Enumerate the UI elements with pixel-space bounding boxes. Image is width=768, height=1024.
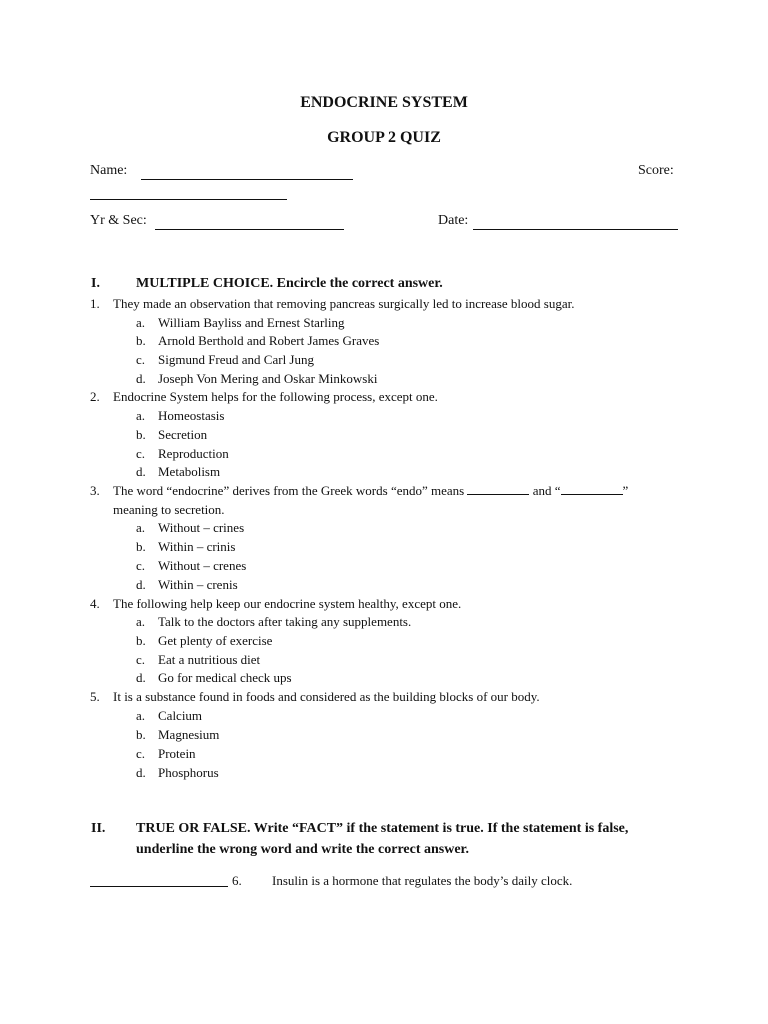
section-2-numeral: II. xyxy=(91,821,106,836)
option-letter[interactable]: a. xyxy=(136,408,146,423)
option-text[interactable]: Get plenty of exercise xyxy=(158,633,273,648)
option-text[interactable]: William Bayliss and Ernest Starling xyxy=(158,315,345,330)
option-letter[interactable]: c. xyxy=(136,352,146,367)
option-text[interactable]: Talk to the doctors after taking any supplements. xyxy=(158,614,412,629)
question-text: Endocrine System helps for the following process, except one. xyxy=(113,389,438,404)
option-text[interactable]: Within – crinis xyxy=(158,539,236,554)
section-1-title: MULTIPLE CHOICE. Encircle the correct answer. xyxy=(136,276,443,291)
option-letter[interactable]: b. xyxy=(136,539,146,554)
question-text-part2: and “ xyxy=(532,483,561,498)
question-text-line2: meaning to secretion. xyxy=(113,502,225,517)
answer-blank[interactable] xyxy=(467,484,529,495)
option-text[interactable]: Calcium xyxy=(158,708,203,723)
section-2-title-line2: underline the wrong word and write the correct answer. xyxy=(136,842,469,857)
option-letter[interactable]: a. xyxy=(136,614,146,629)
option-text[interactable]: Go for medical check ups xyxy=(158,670,292,685)
question-text: It is a substance found in foods and considered as the building blocks of our body. xyxy=(113,689,540,704)
section-2-title-line1: TRUE OR FALSE. Write “FACT” if the statement is true. If the statement is false, xyxy=(136,821,629,836)
option-letter[interactable]: d. xyxy=(136,765,146,780)
option-text[interactable]: Without – crines xyxy=(158,520,245,535)
option-letter[interactable]: a. xyxy=(136,708,146,723)
option-letter[interactable]: b. xyxy=(136,633,146,648)
option-letter[interactable]: b. xyxy=(136,333,146,348)
option-letter[interactable]: a. xyxy=(136,520,146,535)
option-letter[interactable]: d. xyxy=(136,577,146,592)
question-number: 3. xyxy=(90,483,100,498)
score-field[interactable] xyxy=(90,199,287,200)
option-text[interactable]: Magnesium xyxy=(158,727,220,742)
option-text[interactable]: Metabolism xyxy=(158,464,221,479)
option-text[interactable]: Phosphorus xyxy=(158,765,219,780)
question-number: 5. xyxy=(90,689,100,704)
item-text: Insulin is a hormone that regulates the body’s daily clock. xyxy=(272,873,573,888)
section-1-numeral: I. xyxy=(91,276,100,291)
yrsec-label: Yr & Sec: xyxy=(90,213,147,228)
question-number: 4. xyxy=(90,596,100,611)
option-letter[interactable]: b. xyxy=(136,727,146,742)
option-text[interactable]: Protein xyxy=(158,746,196,761)
option-text[interactable]: Eat a nutritious diet xyxy=(158,652,261,667)
option-letter[interactable]: d. xyxy=(136,464,146,479)
question-text-part3: ” xyxy=(622,483,629,498)
question-text xyxy=(113,483,678,499)
answer-blank[interactable] xyxy=(90,886,228,887)
yrsec-field[interactable] xyxy=(155,229,344,230)
question-text: They made an observation that removing pancreas surgically led to increase blood sugar. xyxy=(113,296,575,311)
option-letter[interactable]: c. xyxy=(136,652,146,667)
option-letter[interactable]: c. xyxy=(136,746,146,761)
option-letter[interactable]: d. xyxy=(136,670,146,685)
date-label: Date: xyxy=(438,213,469,228)
name-field[interactable] xyxy=(141,179,353,180)
question-number: 1. xyxy=(90,296,100,311)
option-letter[interactable]: b. xyxy=(136,427,146,442)
option-letter[interactable]: c. xyxy=(136,558,146,573)
option-text[interactable]: Within – crenis xyxy=(158,577,238,592)
option-letter[interactable]: d. xyxy=(136,371,146,386)
option-text[interactable]: Reproduction xyxy=(158,446,229,461)
document-subtitle: GROUP 2 QUIZ xyxy=(327,129,441,146)
option-letter[interactable]: a. xyxy=(136,315,146,330)
date-field[interactable] xyxy=(473,229,678,230)
option-text[interactable]: Without – crenes xyxy=(158,558,247,573)
name-label: Name: xyxy=(90,163,128,178)
score-label: Score: xyxy=(638,163,674,178)
question-number: 2. xyxy=(90,389,100,404)
option-text[interactable]: Joseph Von Mering and Oskar Minkowski xyxy=(158,371,378,386)
document-title: ENDOCRINE SYSTEM xyxy=(300,94,468,111)
question-text: The following help keep our endocrine system healthy, except one. xyxy=(113,596,462,611)
question-text-part1: The word “endocrine” derives from the Greek words “endo” means xyxy=(113,483,465,498)
item-number: 6. xyxy=(232,873,242,888)
answer-blank[interactable] xyxy=(561,484,623,495)
option-text[interactable]: Homeostasis xyxy=(158,408,225,423)
option-text[interactable]: Secretion xyxy=(158,427,208,442)
option-text[interactable]: Arnold Berthold and Robert James Graves xyxy=(158,333,380,348)
option-letter[interactable]: c. xyxy=(136,446,146,461)
option-text[interactable]: Sigmund Freud and Carl Jung xyxy=(158,352,314,367)
